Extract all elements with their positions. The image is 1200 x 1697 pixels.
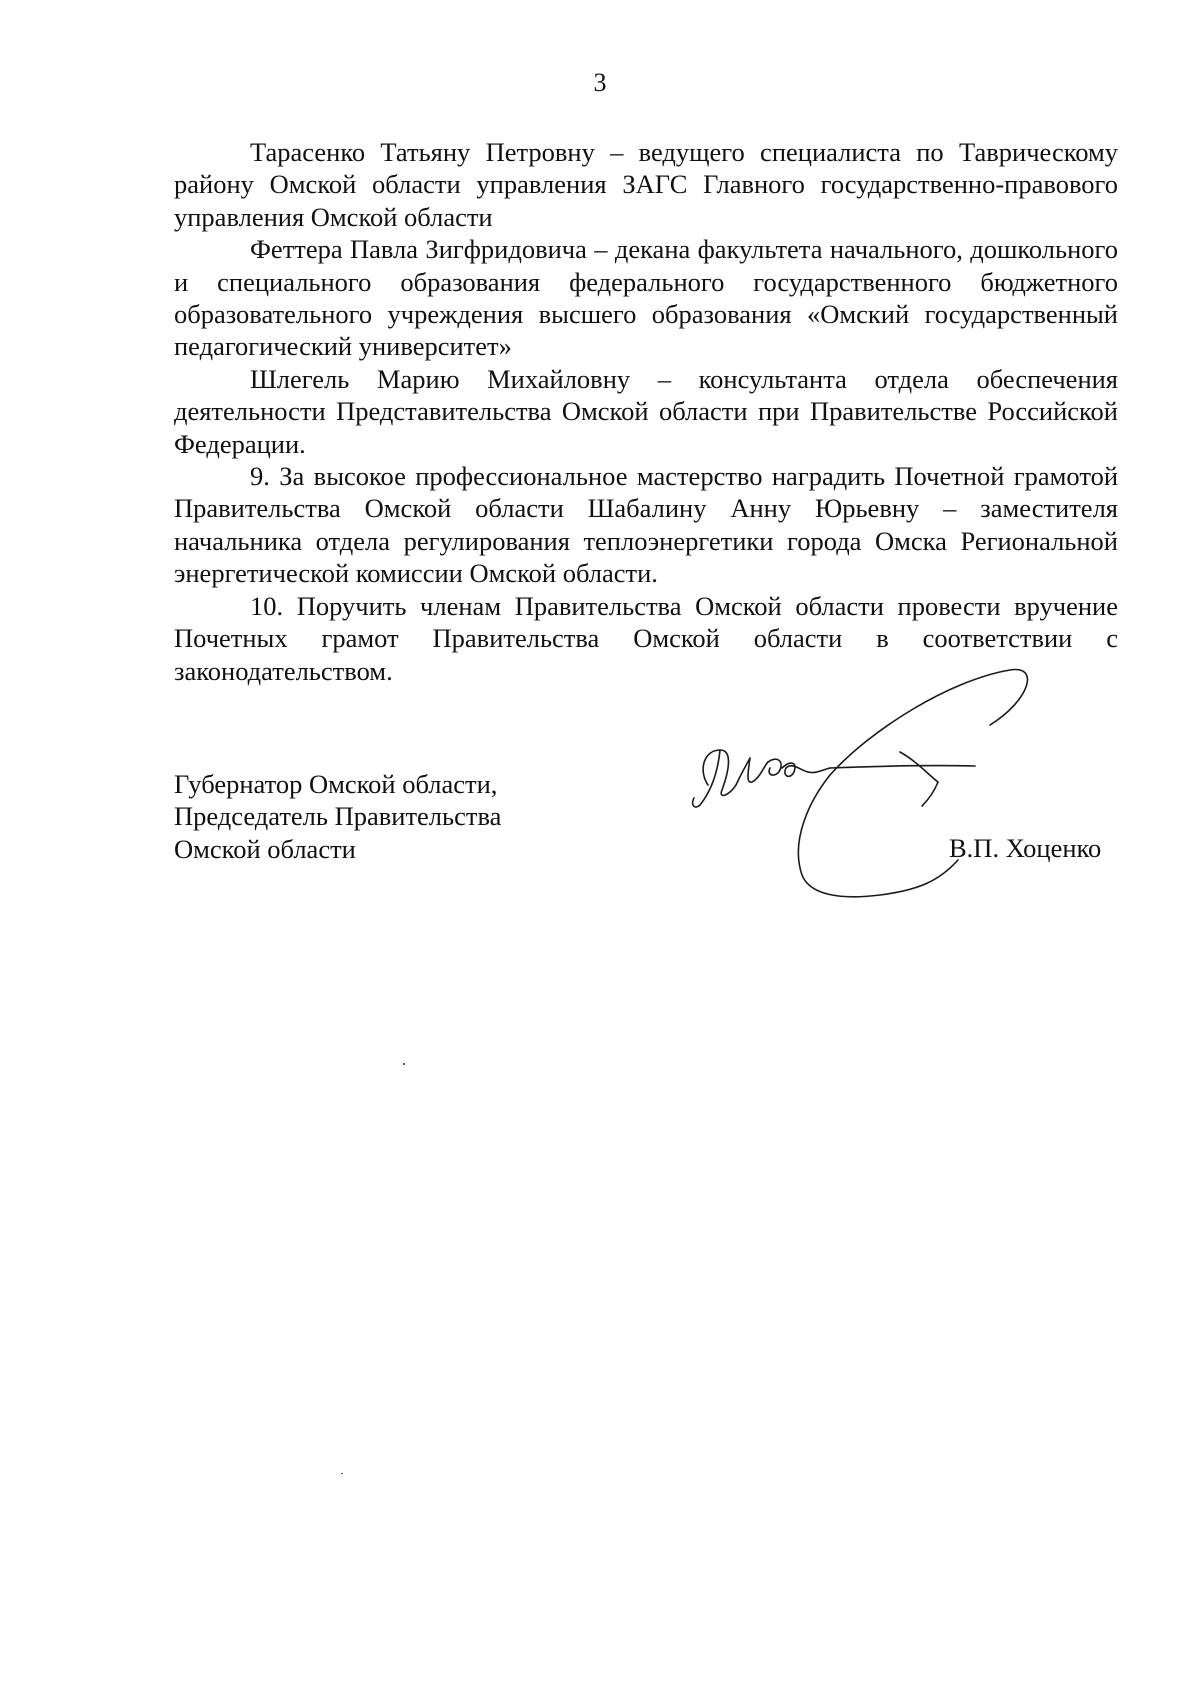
paragraph-shlegel: Шлегель Марию Михайловну – консультанта отдела обеспечения деятельности Представительства Омской области при Правительстве Российской Федерации. (174, 363, 1118, 459)
signer-title-line-1: Губернатор Омской области, (174, 769, 498, 799)
scan-speck (403, 1063, 405, 1065)
document-body (174, 136, 1118, 687)
signer-title-line-2: Председатель Правительства (174, 801, 502, 832)
scan-speck (341, 1473, 343, 1474)
signer-title-line-3: Омской области (174, 833, 356, 864)
handwritten-signature (690, 710, 1120, 940)
paragraph-fetter: Феттера Павла Зигфридовича – декана факультета начального, дошкольного и специального образования федерального государственного бюджетного образовательного учреждения высшего образования «Омский государственный педагогический университет» (174, 234, 1118, 362)
page-number: 3 (593, 68, 607, 97)
signer-name: В.П. Хоценко (949, 833, 1102, 863)
paragraph-item-10: 10. Поручить членам Правительства Омской области провести вручение Почетных грамот Правительства Омской области в соответствии с законодательством. (174, 590, 1118, 686)
paragraph-tarasenko: Тарасенко Татьяну Петровну – ведущего специалиста по Таврическому району Омской области управления ЗАГС Главного государственно-правового управления Омской области (174, 137, 1118, 232)
paragraph-item-9: 9. За высокое профессиональное мастерство наградить Почетной грамотой Правительства Омской области Шабалину Анну Юрьевну – заместителя начальника отдела регулирования теплоэнергетики города Омска Региональной энергетической комиссии Омской области. (174, 461, 1118, 589)
